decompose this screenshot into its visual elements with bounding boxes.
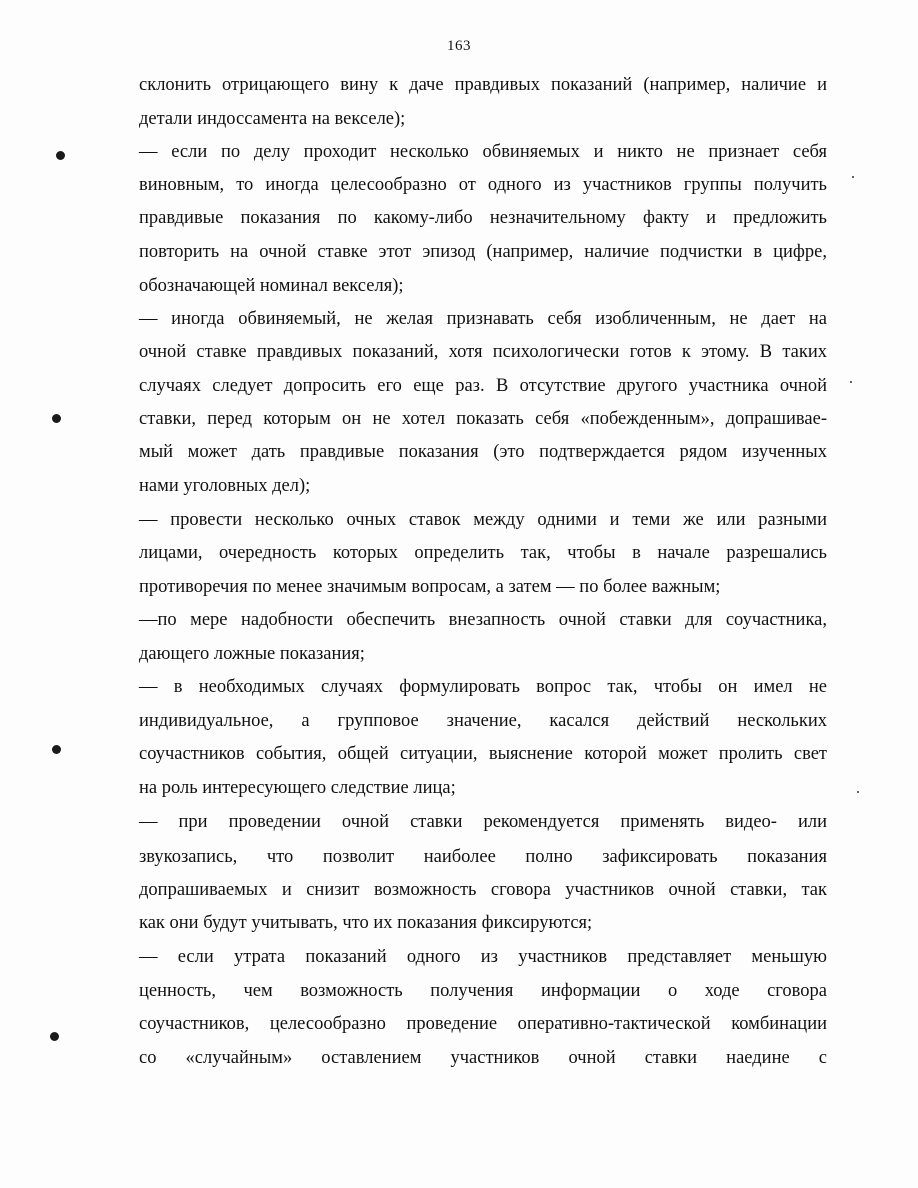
text-line: противоречия по менее значимым вопросам, а затем — по более важным;: [139, 577, 721, 597]
text-line: — если по делу проходит несколько обвиняемых и никто не признает себя: [139, 142, 827, 162]
text-line: ценность, чем возможность получения информации о ходе сговора: [139, 981, 827, 1001]
punch-hole-mark: [50, 1032, 59, 1041]
text-line: соучастников, целесообразно проведение оперативно-тактической комбинации: [139, 1014, 827, 1034]
text-line: — при проведении очной ставки рекомендуется применять видео- или: [139, 812, 827, 832]
text-line: нами уголовных дел);: [139, 476, 311, 496]
text-line: обозначающей номинал векселя);: [139, 276, 404, 296]
punch-hole-mark: [52, 414, 61, 423]
text-line: дающего ложные показания;: [139, 644, 365, 664]
punch-hole-mark: [56, 151, 65, 160]
text-line: виновным, то иногда целесообразно от одного из участников группы получить: [139, 175, 827, 195]
text-line: — если утрата показаний одного из участников представляет меньшую: [139, 947, 827, 967]
scan-speck: [857, 791, 859, 793]
text-line: склонить отрицающего вину к даче правдивых показаний (например, наличие и: [139, 75, 827, 95]
text-line: на роль интересующего следствие лица;: [139, 778, 456, 798]
text-line: — провести несколько очных ставок между одними и теми же или разными: [139, 510, 827, 530]
text-line: ставки, перед которым он не хотел показать себя «побежденным», допрашивае-: [139, 409, 827, 429]
text-line: звукозапись, что позволит наиболее полно зафиксировать показания: [139, 847, 827, 867]
punch-hole-mark: [52, 745, 61, 754]
text-line: индивидуальное, а групповое значение, касался действий нескольких: [139, 711, 827, 731]
page-number: 163: [447, 38, 471, 54]
text-line: со «случайным» оставлением участников очной ставки наедине с: [139, 1048, 827, 1068]
text-line: детали индоссамента на векселе);: [139, 109, 406, 129]
text-line: —по мере надобности обеспечить внезапность очной ставки для соучастника,: [139, 610, 827, 630]
text-line: лицами, очередность которых определить так, чтобы в начале разрешались: [139, 543, 827, 563]
text-line: правдивые показания по какому-либо незначительному факту и предложить: [139, 208, 827, 228]
scan-speck: [850, 381, 852, 383]
text-line: мый может дать правдивые показания (это подтверждается рядом изученных: [139, 442, 827, 462]
text-line: случаях следует допросить его еще раз. В отсутствие другого участника очной: [139, 376, 827, 396]
text-line: соучастников события, общей ситуации, выяснение которой может пролить свет: [139, 744, 827, 764]
scan-speck: [852, 176, 854, 178]
text-line: повторить на очной ставке этот эпизод (например, наличие подчистки в цифре,: [139, 242, 827, 262]
text-line: — в необходимых случаях формулировать вопрос так, чтобы он имел не: [139, 677, 827, 697]
text-line: допрашиваемых и снизит возможность сговора участников очной ставки, так: [139, 880, 827, 900]
text-line: очной ставке правдивых показаний, хотя психологически готов к этому. В таких: [139, 342, 827, 362]
text-line: как они будут учитывать, что их показания фиксируются;: [139, 913, 593, 933]
text-line: — иногда обвиняемый, не желая признавать себя изобличенным, не дает на: [139, 309, 827, 329]
